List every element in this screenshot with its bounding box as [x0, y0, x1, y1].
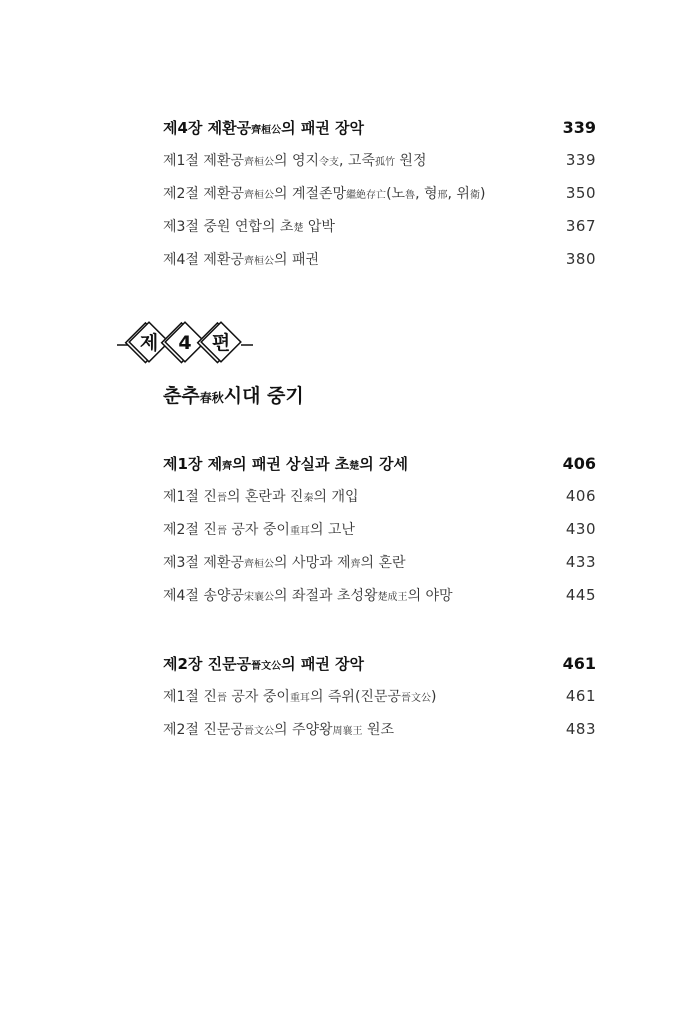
badge-char-3: 편	[211, 332, 231, 354]
section-title: 제2절 제환공齊桓公의 계절존망繼絶存亡(노魯, 형邢, 위衛)	[163, 186, 486, 202]
badge-char-1: 제	[139, 332, 159, 354]
toc-section-row[interactable]	[163, 210, 596, 243]
toc-section-row[interactable]	[163, 579, 596, 612]
toc-section-row[interactable]	[163, 546, 596, 579]
chapter-title: 제2장 진문공晉文公의 패권 장악	[163, 655, 365, 673]
page-number: 430	[565, 520, 596, 538]
toc-block-chapter-4	[163, 111, 596, 276]
toc-section-row[interactable]	[163, 680, 596, 713]
toc-section-row[interactable]	[163, 144, 596, 177]
badge-diamond-3	[198, 322, 241, 362]
toc-section-row[interactable]	[163, 480, 596, 513]
section-title: 제1절 진晉 공자 중이重耳의 즉위(진문공晉文公)	[163, 689, 437, 705]
toc-chapter-row[interactable]	[163, 647, 596, 680]
badge-char-2: 4	[178, 332, 192, 354]
page-number: 461	[565, 687, 596, 705]
page-number: 433	[565, 553, 596, 571]
part-badge	[115, 317, 255, 373]
page-number: 339	[565, 151, 596, 169]
section-title: 제2절 진晉 공자 중이重耳의 고난	[163, 522, 355, 538]
page-number: 483	[565, 720, 596, 738]
section-title: 제4절 제환공齊桓公의 패권	[163, 252, 320, 268]
page-number: 350	[565, 184, 596, 202]
toc-block-chapter-1	[163, 447, 596, 612]
page-number: 445	[565, 586, 596, 604]
page-number: 380	[565, 250, 596, 268]
section-title: 제1절 진晉의 혼란과 진秦의 개입	[163, 489, 359, 505]
toc-section-row[interactable]	[163, 713, 596, 746]
toc-chapter-row[interactable]	[163, 111, 596, 144]
section-title: 제1절 제환공齊桓公의 영지令支, 고죽孤竹 원정	[163, 153, 427, 169]
page-number: 406	[565, 487, 596, 505]
toc-chapter-row[interactable]	[163, 447, 596, 480]
toc-section-row[interactable]	[163, 513, 596, 546]
section-title: 제3절 제환공齊桓公의 사망과 제齊의 혼란	[163, 555, 406, 571]
section-title: 제4절 송양공宋襄公의 좌절과 초성왕楚成王의 야망	[163, 588, 453, 604]
page-number: 339	[562, 118, 596, 137]
page-number: 367	[565, 217, 596, 235]
toc-block-chapter-2	[163, 647, 596, 746]
section-title: 제3절 중원 연합의 초楚 압박	[163, 219, 335, 235]
part-subtitle: 춘추春秋시대 중기	[163, 385, 304, 407]
section-title: 제2절 진문공晉文公의 주양왕周襄王 원조	[163, 722, 395, 738]
page-number: 461	[562, 654, 596, 673]
page-number: 406	[562, 454, 596, 473]
toc-section-row[interactable]	[163, 177, 596, 210]
chapter-title: 제4장 제환공齊桓公의 패권 장악	[163, 119, 365, 137]
toc-section-row[interactable]	[163, 243, 596, 276]
chapter-title: 제1장 제齊의 패권 상실과 초楚의 강세	[163, 455, 408, 473]
